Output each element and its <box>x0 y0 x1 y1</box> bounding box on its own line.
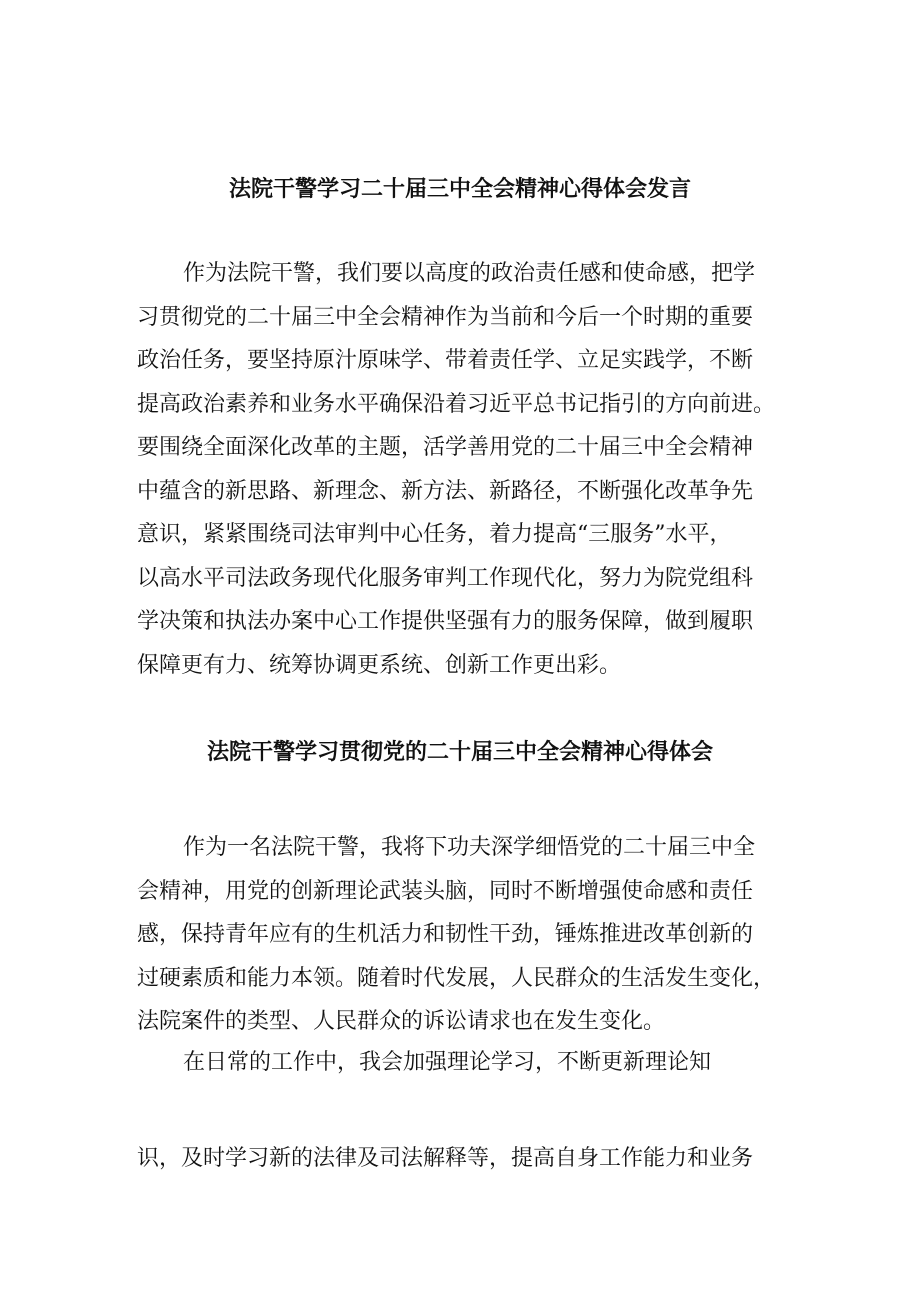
section-2-title: 法院干警学习贯彻党的二十届三中全会精神心得体会 <box>206 739 713 765</box>
section-1-title: 法院干警学习二十届三中全会精神心得体会发言 <box>228 176 691 202</box>
text-line: 在日常的工作中，我会加强理论学习，不断更新理论知 <box>183 1050 712 1075</box>
text-line: 法院案件的类型、人民群众的诉讼请求也在发生变化。 <box>137 1009 666 1034</box>
text-line: 以高水平司法政务现代化服务审判工作现代化，努力为院党组科 <box>137 565 754 591</box>
text-line: 习贯彻党的二十届三中全会精神作为当前和今后一个时期的重要 <box>137 304 754 330</box>
text-line: 会精神，用党的创新理论武装头脑，同时不断增强使命感和责任 <box>137 878 754 904</box>
text-line: 过硬素质和能力本领。随着时代发展，人民群众的生活发生变化， <box>137 965 776 991</box>
text-line: 要围绕全面深化改革的主题，活学善用党的二十届三中全会精神 <box>137 435 754 460</box>
text-line: 提高政治素养和业务水平确保沿着习近平总书记指引的方向前进。 <box>137 391 776 417</box>
text-line: 感，保持青年应有的生机活力和韧性干劲，锤炼推进改革创新的 <box>137 922 754 947</box>
text-line: 学决策和执法办案中心工作提供坚强有力的服务保障，做到履职 <box>137 609 754 634</box>
text-line: 政治任务，要坚持原汁原味学、带着责任学、立足实践学，不断 <box>137 348 754 373</box>
text-line: 识，及时学习新的法律及司法解释等，提高自身工作能力和业务 <box>137 1146 754 1171</box>
section-1-paragraph <box>137 252 817 687</box>
text-line: 作为一名法院干警，我将下功夫深学细悟党的二十届三中全 <box>183 835 756 860</box>
text-line: 保障更有力、统筹协调更系统、创新工作更出彩。 <box>137 652 622 678</box>
section-2-paragraph-2 <box>137 1041 817 1085</box>
text-line: 作为法院干警，我们要以高度的政治责任感和使命感，把学 <box>183 261 756 286</box>
section-2-paragraph-1 <box>137 826 817 1044</box>
section-2-paragraph-2-continued <box>137 1137 817 1181</box>
text-line: 中蕴含的新思路、新理念、新方法、新路径，不断强化改革争先 <box>137 478 754 504</box>
text-line: 意识，紧紧围绕司法审判中心任务，着力提高“三服务”水平， <box>137 522 732 547</box>
